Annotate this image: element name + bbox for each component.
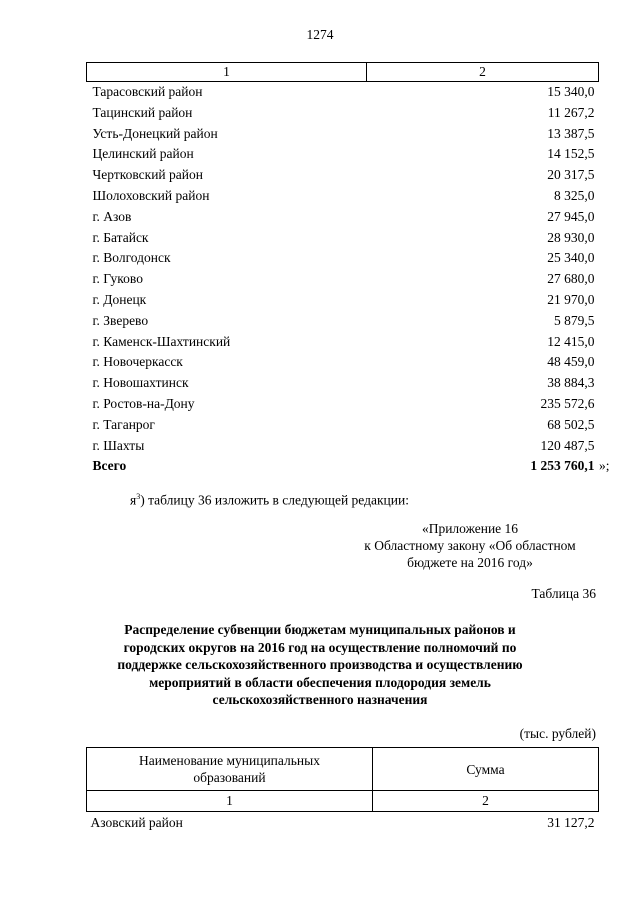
municipality-name: г. Новошахтинск (92, 375, 189, 391)
municipality-name: Азовский район (90, 815, 183, 830)
table-row (87, 82, 599, 103)
table-row (87, 812, 599, 835)
subsidy-amount: 25 340,0 (547, 250, 595, 266)
page-number: 1274 (306, 27, 334, 42)
total-row (87, 456, 599, 477)
municipality-name: Усть-Донецкий район (92, 125, 218, 141)
column-number-1: 1 (87, 791, 373, 812)
table-row (87, 436, 599, 457)
subsidy-amount: 120 487,5 (540, 437, 595, 453)
closing-quote: »; (599, 458, 610, 473)
subsidy-amount: 38 884,3 (547, 375, 595, 391)
municipality-name: г. Каменск-Шахтинский (92, 333, 231, 349)
table-row (87, 207, 599, 228)
municipality-name: г. Гуково (92, 271, 143, 287)
table-row (87, 124, 599, 145)
header-municipality-line-2: образований (193, 770, 266, 785)
municipality-name: г. Волгодонск (92, 250, 171, 266)
subsidy-amount: 31 127,2 (547, 815, 595, 830)
column-number-row (87, 791, 599, 812)
total-label: Всего (92, 458, 127, 474)
item-letter: я (130, 492, 137, 508)
column-number-1: 1 (87, 63, 367, 82)
column-number-2: 2 (367, 63, 599, 82)
municipality-name: г. Донецк (92, 291, 147, 307)
municipality-name: Целинский район (92, 146, 194, 162)
column-number-2: 2 (373, 791, 599, 812)
subsidy-amount: 48 459,0 (547, 354, 595, 370)
municipality-name: г. Азов (92, 208, 132, 224)
municipality-name: г. Новочеркасск (92, 354, 183, 370)
subsidy-table-36 (86, 747, 599, 834)
municipality-name: г. Ростов-на-Дону (92, 395, 195, 411)
municipality-name: г. Шахты (92, 437, 145, 453)
table-row (87, 103, 599, 124)
title-line-5: сельскохозяйственного назначения (212, 692, 428, 707)
subsidy-amount: 15 340,0 (547, 84, 595, 99)
municipality-name: Тацинский район (92, 104, 193, 120)
title-line-1: Распределение субвенции бюджетам муниципальных районов и (124, 622, 516, 637)
municipality-name: г. Зверево (92, 312, 149, 328)
table-row (87, 373, 599, 394)
subsidy-table-continued (86, 62, 599, 477)
subsidy-amount: 8 325,0 (554, 187, 595, 203)
municipality-name: Чертковский район (92, 167, 203, 183)
item-superscript: 3 (136, 492, 141, 501)
appendix-line-3: бюджете на 2016 год» (407, 555, 533, 570)
municipality-name: Тарасовский район (92, 84, 203, 99)
table-title (90, 621, 550, 709)
table-row (87, 394, 599, 415)
municipality-name: г. Батайск (92, 229, 149, 245)
amendment-item (130, 492, 409, 509)
units-label: (тыс. рублей) (519, 726, 596, 741)
table-row (87, 269, 599, 290)
subsidy-amount: 5 879,5 (554, 312, 595, 328)
table-row (87, 186, 599, 207)
subsidy-amount: 21 970,0 (547, 291, 595, 307)
subsidy-amount: 68 502,5 (547, 416, 595, 432)
table-row (87, 165, 599, 186)
municipality-name: Шолоховский район (92, 187, 210, 203)
table-row (87, 332, 599, 353)
subsidy-amount: 13 387,5 (547, 125, 595, 141)
total-amount: 1 253 760,1 (530, 458, 595, 474)
municipality-name: г. Таганрог (92, 416, 155, 432)
subsidy-amount: 27 945,0 (547, 208, 595, 224)
subsidy-amount: 14 152,5 (547, 146, 595, 162)
item-text: ) таблицу 36 изложить в следующей редакции: (140, 492, 409, 508)
table-row (87, 415, 599, 436)
subsidy-amount: 20 317,5 (547, 167, 595, 183)
header-municipality (87, 748, 373, 791)
subsidy-amount: 28 930,0 (547, 229, 595, 245)
header-municipality-line-1: Наименование муниципальных (139, 753, 320, 768)
table-row (87, 311, 599, 332)
header-sum: Сумма (373, 748, 599, 791)
appendix-line-1: «Приложение 16 (421, 521, 519, 536)
table-row (87, 144, 599, 165)
subsidy-amount: 27 680,0 (547, 271, 595, 287)
header-row (87, 748, 599, 791)
subsidy-amount: 12 415,0 (547, 333, 595, 349)
table-row (87, 248, 599, 269)
subsidy-amount: 11 267,2 (547, 104, 595, 120)
title-line-2: городских округов на 2016 год на осуществление полномочий по (123, 639, 517, 655)
title-line-4: мероприятий в области обеспечения плодородия земель (149, 674, 491, 690)
appendix-reference (340, 520, 600, 571)
table-label: Таблица 36 (531, 586, 596, 601)
table-row (87, 228, 599, 249)
table-row (87, 352, 599, 373)
subsidy-amount: 235 572,6 (540, 395, 595, 411)
table-row (87, 290, 599, 311)
column-number-row (87, 63, 599, 82)
title-line-3: поддержке сельскохозяйственного производства и осуществлению (117, 657, 523, 672)
appendix-line-2: к Областному закону «Об областном (364, 538, 576, 553)
